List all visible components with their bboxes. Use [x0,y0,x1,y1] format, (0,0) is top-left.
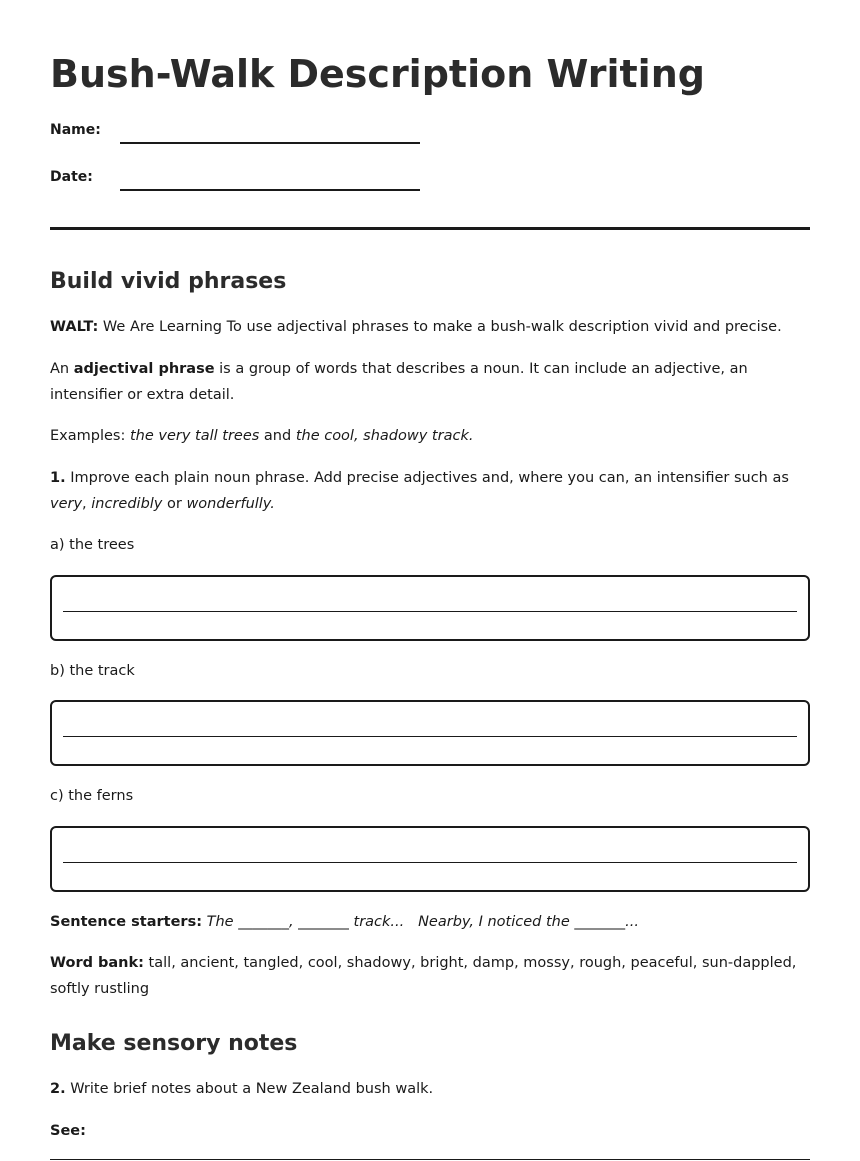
examples-end: . [468,428,474,444]
prompt-b-label: b) the track [50,663,135,679]
intensifier-wonderfully: wonderfully [186,495,271,512]
examples-joiner: and [259,428,296,444]
question-2-instructions [50,1077,810,1103]
see-label-text: See: [50,1123,86,1139]
sentence-starters-text: The _______, _______ track... Nearby, I noticed the _______... [206,914,639,930]
question-2-text: Write brief notes about a New Zealand bush walk. [65,1081,434,1097]
section-heading-make-sensory-notes: Make sensory notes [50,1031,298,1056]
question-1-number: 1. [50,470,66,486]
word-bank-label: Word bank: [50,955,144,971]
answer-box-a[interactable] [50,575,810,641]
date-label: Date: [50,169,93,185]
intensifier-separator-1: , [82,495,92,512]
question-1-end: . [270,495,275,512]
prompt-c-label: c) the ferns [50,788,134,804]
name-write-line[interactable] [120,142,420,144]
sentence-starters [50,910,810,936]
word-bank [50,951,810,1002]
section-heading-build-vivid-phrases: Build vivid phrases [50,269,287,294]
prompt-a-label: a) the trees [50,537,135,553]
answer-box-b[interactable] [50,700,810,766]
definition-after: is a group of words that describes a noun. It can include an adjective, an intensifier or extra detail. [50,361,748,403]
intensifier-incredibly: incredibly [91,495,163,512]
intensifier-separator-2: or [162,495,187,512]
adjectival-phrase-definition [50,357,810,408]
example-1: the very tall trees [129,428,260,444]
name-field [50,120,470,150]
question-2-number: 2. [50,1081,66,1097]
question-1-text: Improve each plain noun phrase. Add precise adjectives and, where you can, an intensifier such as [65,470,789,486]
answer-line-c [63,862,797,863]
walt-text: We Are Learning To use adjectival phrases to make a bush-walk description vivid and precise. [98,319,782,335]
walt-statement [50,315,810,341]
answer-box-c[interactable] [50,826,810,892]
date-write-line[interactable] [120,189,420,191]
see-write-line[interactable] [50,1159,810,1160]
answer-line-a [63,611,797,612]
definition-before: An [50,361,74,377]
answer-line-b [63,736,797,737]
definition-term: adjectival phrase [73,361,215,377]
example-2: the cool, shadowy track [295,428,469,444]
intensifier-very: very [50,495,83,512]
see-label [50,1119,810,1145]
examples-line [50,424,810,450]
sentence-starters-label: Sentence starters: [50,914,203,930]
word-bank-text: tall, ancient, tangled, cool, shadowy, bright, damp, mossy, rough, peaceful, sun-dappled, softly rustling [50,955,797,997]
date-field [50,167,470,197]
question-1-instructions [50,466,810,517]
header-divider [50,227,810,230]
examples-label: Examples: [50,428,130,444]
walt-label: WALT: [50,319,99,335]
worksheet-title: Bush-Walk Description Writing [50,52,705,96]
name-label: Name: [50,122,101,138]
